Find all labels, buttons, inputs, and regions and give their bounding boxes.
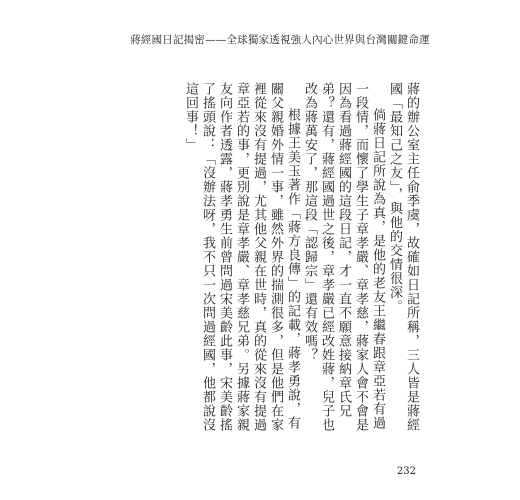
running-head: 蔣經國日記揭密——全球獨家透視強人內心世界與台灣關鍵命運 <box>130 34 430 46</box>
paragraph: 倘蔣日記所說為真，是他的老友王繼春跟章亞若有過一段情，而懷了學生子章孝嚴、章孝慈，蔣家人會不會是因為看過蔣經國的這段日記，才一直不願意接納章氏兄弟？還有，蔣經國過世之後，章孝嚴已經改姓蔣，兒子也改為蔣萬安了，那這段「認歸宗」還有效嗎？ <box>302 82 385 432</box>
vertical-text-block <box>120 82 420 432</box>
paragraph: 根據王美玉著作「蔣方良傳」的記載，蔣孝勇說，有關父親婚外情一事，雖然外界的揣測很多，但是他們在家裡從來沒有提過，尤其他父親在世時，真的從來沒有提過章亞若的事，更別說是章孝嚴、章孝慈兄弟。另據蔣家親友向作者透露，蔣孝勇生前曾問過宋美齡此事，宋美齡搖了搖頭說：「沒辦法呀，我不只一次問過經國，他都說沒這回事！」 <box>183 82 300 432</box>
paragraph: 蔣的辦公室主任俞季虞，故確如日記所稱，三人皆是蔣經國「最知己之友」，與他的交情很深。 <box>387 82 419 432</box>
page-number: 232 <box>396 466 416 477</box>
